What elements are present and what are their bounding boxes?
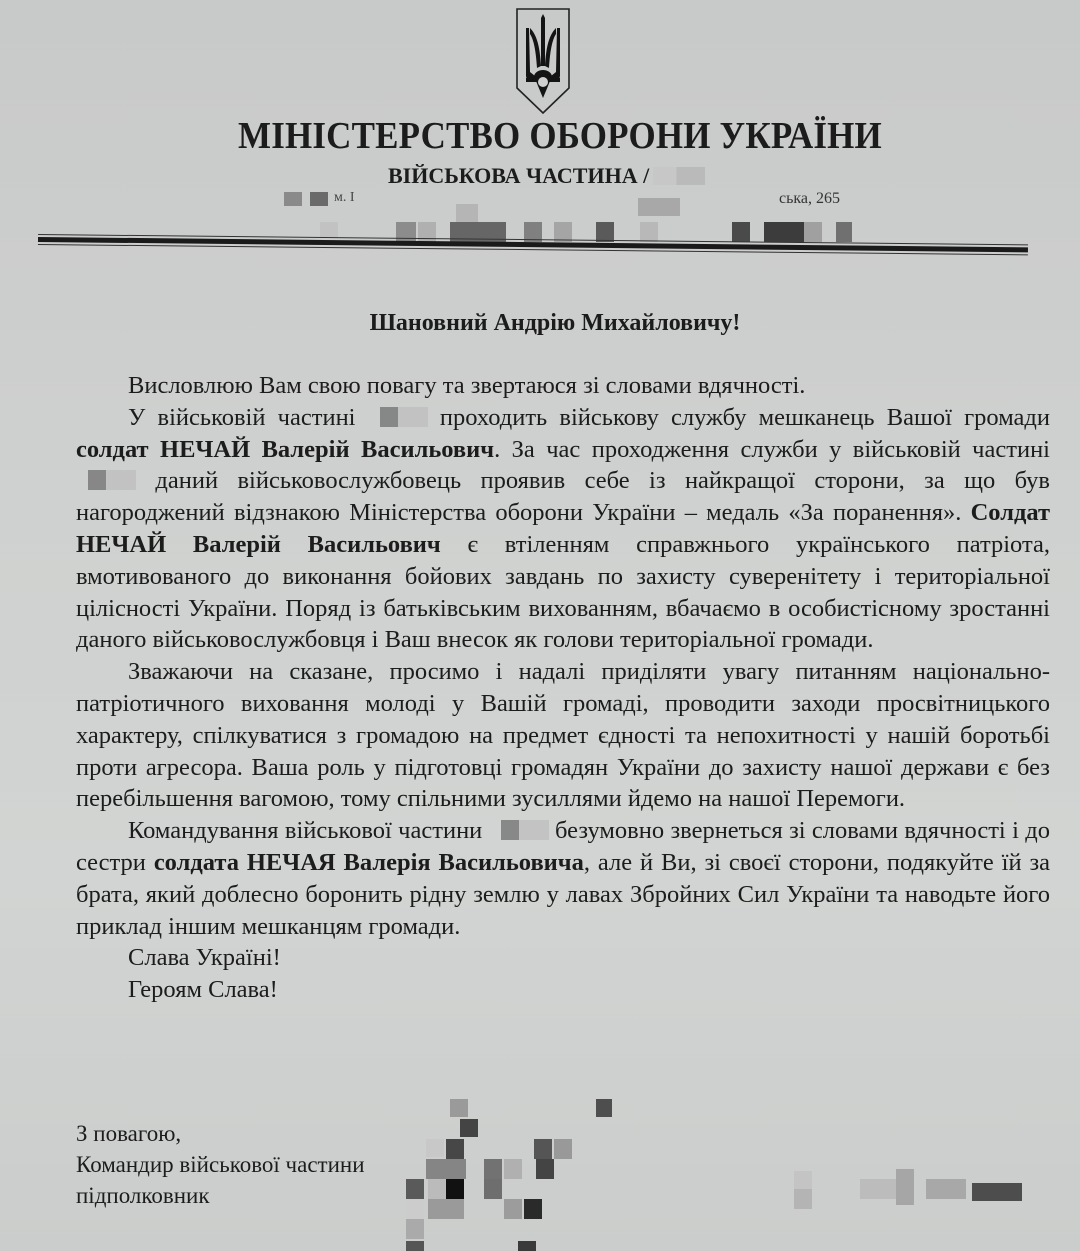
- regards-text: З повагою,: [76, 1121, 182, 1146]
- redaction-block: [310, 192, 328, 206]
- redaction-block: [284, 192, 302, 206]
- paragraph-4: Командування військової частини безумовно звернеться зі словами вдячності і до сестри солдата НЕЧАЯ Валерія Васильовича, але й Ви, зі своєї сторони, подякуйте їй за брата, який доблесно боронить рідну землю у лавах Збройних Сил України та наводьте його приклад іншим мешканцям громади.: [76, 817, 1051, 940]
- redaction-block: [764, 222, 804, 242]
- redaction-block: [320, 222, 338, 238]
- closing-block: [76, 1118, 365, 1211]
- address-line: [280, 190, 840, 210]
- unit-number-redacted: [76, 470, 136, 490]
- unit-title: [388, 163, 705, 189]
- soldier-name: Солдат НЕЧАЙ Валерій Васильович: [76, 499, 1050, 558]
- signature-redacted: [420, 1095, 1040, 1251]
- soldier-name: солдата НЕЧАЯ Валерія Васильовича: [153, 848, 584, 876]
- unit-number-redacted: [368, 407, 428, 427]
- signer-position: Командир військової частини: [76, 1152, 365, 1177]
- address-prefix: м. І: [334, 190, 355, 205]
- paragraph-3: Зважаючи на сказане, просимо і надалі приділяти увагу питанням національно-патріотичного виховання молоді у Вашій громаді, проводити заходи просвітницького характеру, спілкуватися з громадою на предмет єдності та непохитності у нашій боротьбі проти агресора. Ваша роль у підготовці громадян України до захисту нашої держави є без перебільшення вагомою, тому спільними зусиллями йдемо на нашої Перемоги.: [76, 658, 1050, 813]
- slogan-glory-heroes: Героям Слава!: [128, 976, 278, 1004]
- redaction-block: [732, 222, 750, 242]
- redaction-block: [836, 222, 852, 242]
- slogan-glory-ukraine: Слава Україні!: [128, 944, 281, 972]
- redaction-block: [804, 222, 822, 242]
- soldier-name: солдат НЕЧАЙ Валерій Васильович: [76, 435, 495, 463]
- unit-number-redacted: [653, 167, 705, 185]
- paragraph-2: У військовій частині проходить військову службу мешканець Вашої громади солдат НЕЧАЙ Валерій Васильович. За час проходження служби у військовій частині даний військовослужбовець проявив себе із найкращої сторони, за що був нагороджений відзнакою Міністерства оборони України – медаль «За поранення». Солдат НЕЧАЙ Валерій Васильович є втіленням справжнього українського патріота, вмотивованого до виконання бойових завдань по захисту суверенітету і територіальної цілісності України. Поряд із батьківським вихованням, вбачаємо в особистісному зростанні даного військовослужбовця і Ваш внесок як голови територіальної громади.: [76, 403, 1050, 654]
- unit-label: ВІЙСЬКОВА ЧАСТИНА /: [388, 163, 650, 188]
- unit-number-redacted: [489, 820, 549, 840]
- ministry-title: МІНІСТЕРСТВО ОБОРОНИ УКРАЇНИ: [238, 115, 882, 157]
- salutation: Шановний Андрію Михайловичу!: [369, 310, 741, 336]
- signer-rank: підполковник: [76, 1183, 210, 1208]
- address-tail: ська, 265: [778, 190, 840, 207]
- redaction-block: [640, 222, 658, 242]
- letter-body: [76, 370, 1050, 1006]
- trident-emblem-icon: [514, 6, 572, 116]
- paragraph-1: Висловлюю Вам свою повагу та звертаюся зі словами вдячності.: [128, 372, 806, 399]
